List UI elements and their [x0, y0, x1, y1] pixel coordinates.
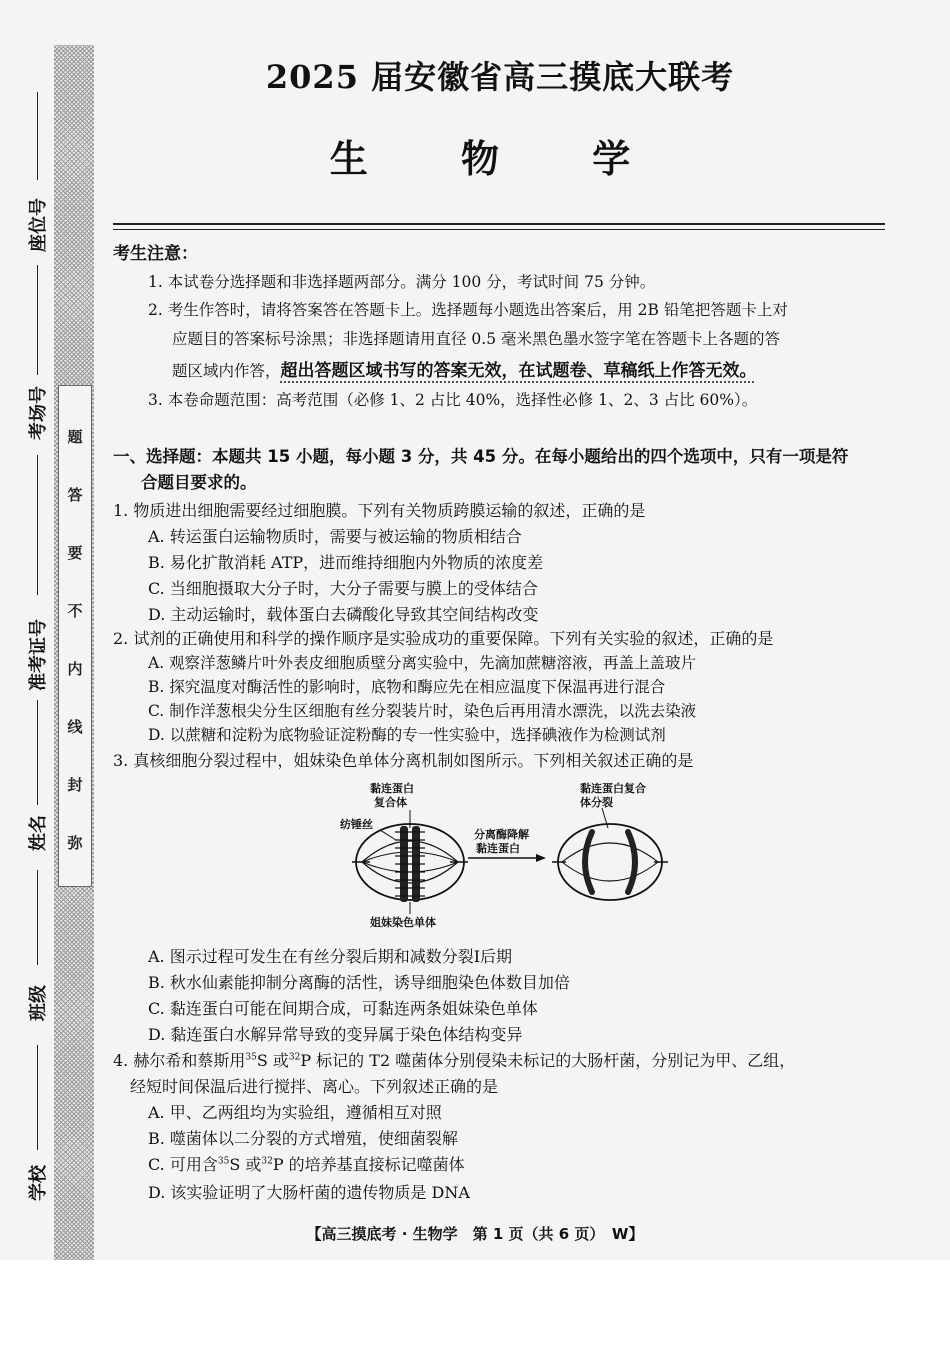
separated-chromatid	[628, 832, 635, 892]
fill-line-school[interactable]	[37, 1045, 38, 1150]
label-enzyme-1: 分离酶降解	[474, 828, 529, 841]
question-3-option-c: C. 黏连蛋白可能在间期合成，可黏连两条姐妹染色单体	[148, 999, 538, 1018]
question-4-option-c	[148, 1152, 465, 1175]
question-2-option-b: B. 探究温度对酶活性的影响时，底物和酶应先在相应温度下保温再进行混合	[148, 678, 666, 696]
seal-char: 答	[67, 486, 83, 504]
q4-sup-35: 35	[245, 1052, 257, 1063]
question-3-option-a: A. 图示过程可发生在有丝分裂后期和减数分裂Ⅰ后期	[148, 947, 513, 966]
spindle-fiber	[562, 843, 658, 862]
question-1-option-a: A. 转运蛋白运输物质时，需要与被运输的物质相结合	[148, 527, 522, 546]
q4-sup-32: 32	[288, 1052, 301, 1063]
fill-line-name[interactable]	[37, 700, 38, 805]
label-chromatids: 姐妹染色单体	[370, 916, 436, 929]
fill-line-admission[interactable]	[37, 455, 38, 595]
seal-char: 弥	[67, 834, 83, 852]
seal-notice-box	[58, 385, 92, 887]
process-arrow-head	[536, 854, 546, 862]
q4-stem-a: 4. 赫尔希和蔡斯用	[113, 1051, 246, 1070]
notice-item-2-line-1: 2. 考生作答时，请将答案答在答题卡上。选择题每小题选出答案后，用 2B 铅笔把答题卡上对	[148, 301, 788, 319]
question-2-stem: 2. 试剂的正确使用和科学的操作顺序是实验成功的重要保障。下列有关实验的叙述，正确的是	[113, 629, 774, 648]
q4-stem-c: P 标记的 T2 噬菌体分别侵染未标记的大肠杆菌，分别记为甲、乙组，	[300, 1051, 796, 1070]
seal-char: 不	[67, 602, 83, 620]
notice-item-2-line-3	[172, 356, 757, 381]
header-rule-thin	[113, 229, 885, 230]
question-1-option-d: D. 主动运输时，载体蛋白去磷酸化导致其空间结构改变	[148, 605, 539, 624]
q4-optc-b: S 或	[229, 1155, 262, 1174]
question-4-option-d: D. 该实验证明了大肠杆菌的遗传物质是 DNA	[148, 1183, 470, 1202]
page-footer: 【高三摸底考 · 生物学 第 1 页（共 6 页） W】	[306, 1225, 644, 1243]
question-4-option-b: B. 噬菌体以二分裂的方式增殖，使细菌裂解	[148, 1129, 458, 1148]
exam-title: 2025 届安徽省高三摸底大联考	[265, 58, 735, 96]
label-school: 学校	[28, 1165, 49, 1201]
q4-optc-c: P 的培养基直接标记噬菌体	[272, 1155, 465, 1174]
seal-char: 题	[67, 428, 83, 446]
question-2-option-d: D. 以蔗糖和淀粉为底物验证淀粉酶的专一性实验中，选择碘液作为检测试剂	[148, 726, 666, 744]
right-cell-outline	[558, 824, 662, 900]
question-1-stem: 1. 物质进出细胞需要经过细胞膜。下列有关物质跨膜运输的叙述，正确的是	[113, 501, 646, 520]
question-4-stem-line-2: 经短时间保温后进行搅拌、离心。下列叙述正确的是	[130, 1077, 499, 1096]
label-class: 班级	[28, 985, 49, 1021]
seal-char: 内	[67, 660, 83, 678]
spindle-fiber	[362, 852, 458, 862]
header-rule	[113, 223, 885, 225]
label-split-2: 体分裂	[580, 796, 613, 809]
label-cohesin-1: 黏连蛋白	[370, 782, 414, 795]
label-cohesin-2: 复合体	[374, 796, 407, 809]
question-3-option-d: D. 黏连蛋白水解异常导致的变异属于染色体结构变异	[148, 1025, 523, 1044]
notice-heading: 考生注意：	[113, 244, 198, 264]
notice-item-2-line-2: 应题目的答案标号涂黑；非选择题请用直径 0.5 毫米黑色墨水签字笔在答题卡上各题的答	[172, 330, 781, 348]
q4-optc-sup-32: 32	[261, 1156, 273, 1167]
label-seat-number: 座位号	[28, 198, 49, 252]
spindle-fiber	[562, 862, 658, 881]
question-4-stem-line-1	[113, 1048, 795, 1071]
separated-chromatid	[585, 832, 592, 892]
q4-optc-sup-35: 35	[217, 1156, 230, 1167]
section-heading-line-2: 合题目要求的。	[141, 473, 257, 492]
spindle-pointer	[380, 830, 396, 840]
notice-item-3: 3. 本卷命题范围：高考范围（必修 1、2 占比 40%，选择性必修 1、2、3 占比 60%）。	[148, 391, 758, 409]
label-split-1: 黏连蛋白复合	[580, 782, 646, 795]
question-2-option-a: A. 观察洋葱鳞片叶外表皮细胞质壁分离实验中，先滴加蔗糖溶液，再盖上盖玻片	[148, 654, 697, 672]
q4-stem-b: S 或	[256, 1051, 289, 1070]
label-admission-number: 准考证号	[28, 619, 49, 691]
notice-item-1: 1. 本试卷分选择题和非选择题两部分。满分 100 分，考试时间 75 分钟。	[148, 273, 656, 291]
section-heading-line-1: 一、选择题：本题共 15 小题，每小题 3 分，共 45 分。在每小题给出的四个选项中，只有一项是符	[113, 447, 849, 466]
fill-line-class[interactable]	[37, 870, 38, 965]
question-1-option-b: B. 易化扩散消耗 ATP，进而维持细胞内外物质的浓度差	[148, 553, 544, 572]
label-enzyme-2: 黏连蛋白	[476, 842, 520, 855]
question-3-option-b: B. 秋水仙素能抑制分离酶的活性，诱导细胞染色体数目加倍	[148, 973, 570, 992]
seal-char: 线	[67, 718, 83, 736]
fill-line-seat[interactable]	[37, 92, 38, 180]
seal-char: 封	[67, 776, 83, 794]
fill-line-room[interactable]	[37, 265, 38, 375]
label-name: 姓名	[28, 815, 49, 851]
notice-emphasis: 超出答题区域书写的答案无效，在试题卷、草稿纸上作答无效。	[280, 361, 757, 381]
label-exam-room: 考场号	[28, 386, 49, 440]
seal-char: 要	[67, 544, 83, 562]
question-2-option-c: C. 制作洋葱根尖分生区细胞有丝分裂装片时，染色后再用清水漂洗，以洗去染液	[148, 702, 697, 720]
chromatid-separation-figure	[340, 780, 680, 930]
q4-optc-a: C. 可用含	[148, 1155, 218, 1174]
subject-title: 生 物 学	[329, 136, 671, 181]
question-3-stem: 3. 真核细胞分裂过程中，姐妹染色单体分离机制如图所示。下列相关叙述正确的是	[113, 751, 694, 770]
question-4-option-a: A. 甲、乙两组均为实验组，遵循相互对照	[148, 1103, 442, 1122]
section-heading	[113, 444, 893, 496]
label-spindle: 纺锤丝	[340, 818, 373, 831]
notice-item-2-line-3-text: 题区域内作答，	[172, 362, 281, 380]
question-1-option-c: C. 当细胞摄取大分子时，大分子需要与膜上的受体结合	[148, 579, 538, 598]
